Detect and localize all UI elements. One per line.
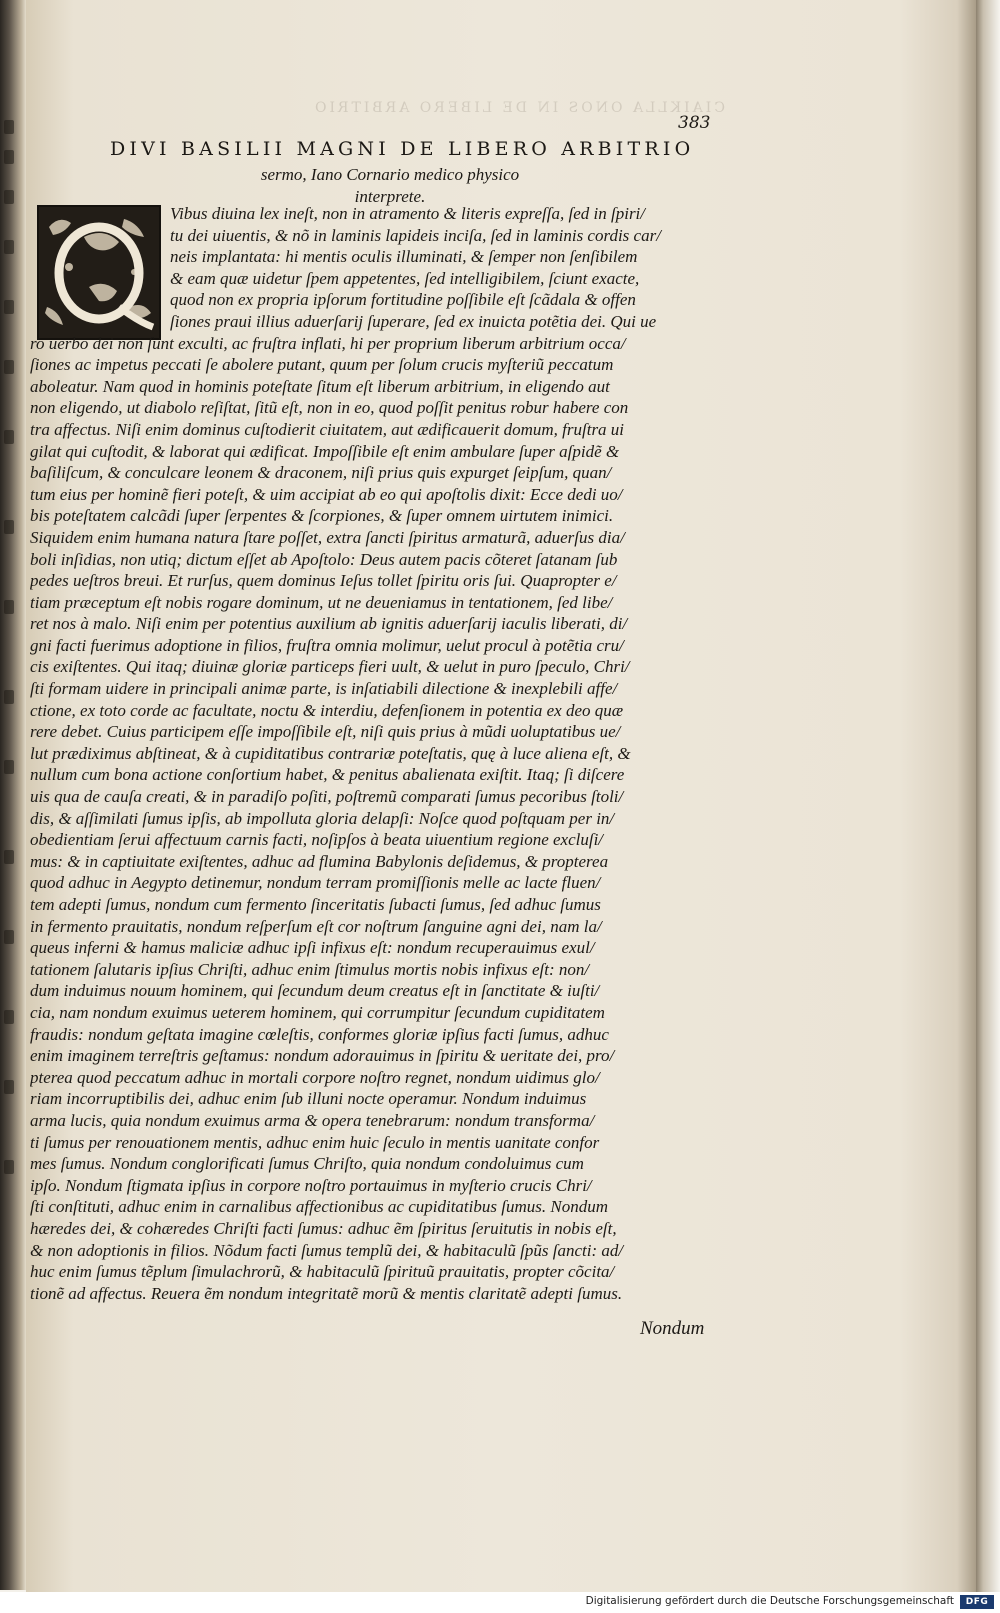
- text-line-content: neis implantata: hi mentis oculis illuminati, & ſemper non ſenſibilem: [170, 247, 638, 267]
- text-line: [30, 289, 736, 311]
- text-line: [30, 225, 736, 247]
- text-line: [30, 1024, 736, 1046]
- text-line: [30, 1002, 736, 1024]
- text-line-content: ipſo. Nondum ſtigmata ipſius in corpore noſtro portauimus in myſterio crucis Chri/: [30, 1175, 592, 1195]
- text-line-content: dum induimus nouum hominem, qui ſecundum deum creatus eſt in ſanctitate & iuſti/: [30, 981, 600, 1001]
- text-line-content: hæredes dei, & cohæredes Chriſti facti ſumus: adhuc ẽm ſpiritus ſeruitutis in nobis eſt,: [30, 1218, 617, 1238]
- text-line-content: baſiliſcum, & conculcare leonem & draconem, niſi prius quis expurget ſeipſum, quan/: [30, 463, 612, 483]
- text-line: [30, 808, 736, 830]
- text-line-content: dis, & aſſimilati ſumus ipſis, ab impolluta gloria delapſi: Noſce quod poſtquam per in/: [30, 808, 615, 828]
- text-line: [30, 980, 736, 1002]
- text-line: [30, 916, 736, 938]
- text-line: [30, 592, 736, 614]
- text-line-content: ro uerbo dei non ſunt exculti, ac fruſtra inflati, hi per proprium liberum arbitrium occa/: [30, 333, 626, 353]
- text-line: [30, 268, 736, 290]
- text-line-content: ti ſumus per renouationem mentis, adhuc enim huic ſeculo in mentis uanitate confor: [30, 1132, 600, 1152]
- page-title: DIVI BASILII MAGNI DE LIBERO ARBITRIO: [110, 138, 695, 160]
- text-line: [30, 203, 736, 225]
- text-line-content: uis qua de cauſa creati, & in paradiſo poſiti, poſtremũ comparati ſumus pecoribus ſtoli/: [30, 787, 624, 807]
- text-line: [30, 397, 736, 419]
- text-line: [30, 1218, 736, 1240]
- text-line-content: tum eius per hominẽ fieri poteſt, & uim accipiat ab eo qui apoſtolis dixit: Ecce dedi uo/: [30, 484, 623, 504]
- text-line: [30, 1110, 736, 1132]
- text-line-content: huc enim ſumus tẽplum ſimulachrorũ, & habitaculũ ſpirituũ prauitatis, propter cõcita/: [30, 1262, 615, 1282]
- text-line: [30, 635, 736, 657]
- text-line-content: ſti formam uidere in principali animæ parte, is inſatiabili dilectione & inexplebili affe/: [30, 679, 618, 699]
- text-line: [30, 743, 736, 765]
- text-line: [30, 700, 736, 722]
- text-line: [30, 1067, 736, 1089]
- text-line: [30, 678, 736, 700]
- text-line-content: fraudis: nondum geſtata imagine cœleſtis, conformes gloriæ ipſius facti ſumus, adhuc: [30, 1024, 609, 1044]
- text-line: [30, 246, 736, 268]
- text-line-content: ret nos à malo. Niſi enim per potentius auxilium ab ignitis aduerſarij iaculis liberati, di/: [30, 614, 628, 634]
- page-number: 383: [678, 113, 711, 133]
- text-line: [30, 1045, 736, 1067]
- text-line: [30, 1240, 736, 1262]
- text-line-content: ctione, ex toto corde ac facultate, noctu & interdiu, defenſionem in potentia ex deo quæ: [30, 700, 624, 720]
- text-line: [30, 1088, 736, 1110]
- text-line-content: cia, nam nondum exuimus ueterem hominem, qui corrumpitur ſecundum cupiditatem: [30, 1002, 605, 1022]
- text-line: [30, 527, 736, 549]
- text-line: [30, 894, 736, 916]
- text-line-content: nullum cum bona actione conſortium habet, & penitus abalienata exiſtit. Itaq; ſi diſcere: [30, 765, 625, 785]
- text-line: [30, 419, 736, 441]
- text-line-content: gilat qui cuſtodit, & laborat qui ædificat. Impoſſibile eſt enim ambulare ſuper aſpidẽ &: [30, 441, 620, 461]
- text-line-content: tu dei uiuentis, & nõ in laminis lapideis inciſa, ſed in laminis cordis car/: [170, 225, 661, 245]
- text-line-content: & eam quæ uidetur ſpem appetentes, ſed intelligibilem, ſciunt exacte,: [170, 268, 640, 288]
- heading: [110, 138, 695, 208]
- text-line-content: boli inſidias, non utiq; dictum eſſet ab Apoſtolo: Deus autem pacis cõteret ſatanam ſub: [30, 549, 618, 569]
- page-subtitle-continued: interprete.: [354, 187, 426, 206]
- text-line-content: gni facti fuerimus adoptione in filios, fruſtra omnia molimur, uelut procul à potẽtia cru/: [30, 635, 624, 655]
- text-line: [30, 376, 736, 398]
- text-line-content: quod non ex propria ipſorum fortitudine poſſibile eſt ſcãdala & offen: [170, 290, 636, 310]
- text-line-content: riam incorruptibilis dei, adhuc enim ſub illuni nocte operamur. Nondum induimus: [30, 1089, 587, 1109]
- text-line-content: tem adepti ſumus, nondum cum fermento ſinceritatis ſubacti ſumus, ſed adhuc ſumus: [30, 895, 601, 914]
- text-line-content: cis exiſtentes. Qui itaq; diuinæ gloriæ particeps fieri uult, & uelut in puro ſpeculo, Chri/: [30, 657, 630, 677]
- text-line-content: in fermento prauitatis, nondum reſperſum eſt cor noſtrum ſanguine agni dei, nam la/: [30, 916, 602, 936]
- text-line-content: tra affectus. Niſi enim dominus cuſtodierit ciuitatem, aut ædificauerit domum, fruſtra ui: [30, 419, 625, 439]
- text-line-content: lut prædiximus abſtineat, & à cupiditatibus contrariæ poteſtatis, quę à luce aliena eſt, &: [30, 743, 631, 763]
- text-line: [30, 484, 736, 506]
- body-text: [30, 203, 736, 1304]
- text-line-content: Vibus diuina lex ineſt, non in atramento & literis expreſſa, ſed in ſpiri/: [170, 204, 646, 223]
- text-line: [30, 1283, 736, 1305]
- text-line-content: obedientiam ſerui affectuum carnis facti, noſipſos à beata uiuentium regione excluſi/: [30, 830, 604, 850]
- text-line-content: tionẽ ad affectus. Reuera ẽm nondum integritatẽ morũ & mentis claritatẽ adepti ſumus.: [30, 1283, 623, 1303]
- text-line: [30, 937, 736, 959]
- text-line-content: tationem ſalutaris ipſius Chriſti, adhuc enim ſtimulus mortis nobis infixus eſt: non/: [30, 959, 590, 979]
- text-line-content: non eligendo, ut diabolo reſiſtat, ſitũ eſt, non in eo, quod poſſit penitus robur habere con: [30, 398, 629, 418]
- text-line-content: arma lucis, quia nondum exuimus arma & opera tenebrarum: nondum transforma/: [30, 1110, 595, 1130]
- text-line: [30, 549, 736, 571]
- text-line: [30, 1153, 736, 1175]
- text-line: [30, 656, 736, 678]
- text-line: [30, 1261, 736, 1283]
- text-line: [30, 764, 736, 786]
- text-line-content: ſiones ac impetus peccati ſe abolere putant, quum per ſolum crucis myſteriũ peccatum: [30, 355, 614, 375]
- text-line-content: ſiones praui illius aduerſarij ſuperare, ſed ex inuicta potẽtia dei. Qui ue: [170, 311, 657, 331]
- facing-page-gutter: [0, 0, 26, 1590]
- page-subtitle: sermo, Iano Cornario medico physico: [260, 165, 520, 184]
- text-line: [30, 959, 736, 981]
- text-line-content: quod adhuc in Aegypto detinemur, nondum terram promiſſionis melle ac lacte fluen/: [30, 873, 601, 893]
- text-line-content: enim imaginem terreſtris geſtamus: nondum adorauimus in ſpiritu & ueritate dei, pro/: [30, 1046, 615, 1066]
- text-line: [30, 872, 736, 894]
- text-line: [30, 570, 736, 592]
- text-line-content: queus inferni & hamus maliciæ adhuc ipſi infixus eſt: nondum recuperauimus exul/: [30, 938, 595, 958]
- text-line: [30, 721, 736, 743]
- text-line-content: rere debet. Cuius participem eſſe impoſſibile eſt, niſi quis prius à mũdi uoluptatibus ue/: [30, 722, 621, 742]
- digitization-footer: [0, 1592, 1000, 1613]
- text-line: [30, 1175, 736, 1197]
- text-line-content: bis poteſtatem calcãdi ſuper ſerpentes & ſcorpiones, & ſuper omnem uirtutem inimici.: [30, 506, 614, 526]
- catchword: Nondum: [640, 1318, 705, 1339]
- text-line: [30, 1196, 736, 1218]
- text-line: [30, 354, 736, 376]
- text-line-content: aboleatur. Nam quod in hominis poteſtate ſitum eſt liberum arbitrium, in eligendo aut: [30, 376, 610, 396]
- text-line-content: & non adoptionis in filios. Nõdum facti ſumus templũ dei, & habitaculũ ſpũs ſancti: ad/: [30, 1240, 624, 1260]
- text-line: [30, 462, 736, 484]
- text-line-content: mes ſumus. Nondum conglorificati ſumus Chriſto, quia nondum condoluimus cum: [30, 1154, 584, 1174]
- text-line: [30, 1132, 736, 1154]
- text-line: [30, 333, 736, 355]
- funding-note: Digitalisierung gefördert durch die Deutsche Forschungsgemeinschaft: [585, 1595, 954, 1607]
- text-line: [30, 829, 736, 851]
- page-edge: [976, 0, 1000, 1592]
- text-line-content: ſti conſtituti, adhuc enim in carnalibus affectionibus ac cupiditatibus ſumus. Nondum: [30, 1197, 608, 1217]
- dfg-logo-icon: DFG: [960, 1595, 994, 1609]
- text-line: [30, 786, 736, 808]
- text-line: [30, 505, 736, 527]
- text-line-content: tiam præceptum eſt nobis rogare dominum, ut ne deueniamus in tentationem, ſed libe/: [30, 592, 613, 612]
- text-line: [30, 613, 736, 635]
- text-line: [30, 441, 736, 463]
- text-line-content: pedes ueſtros breui. Et rurſus, quem dominus Ieſus tollet ſpiritu oris ſui. Quapropter e/: [30, 571, 617, 591]
- text-line-content: mus: & in captiuitate exiſtentes, adhuc ad flumina Babylonis deſidemus, & propterea: [30, 851, 609, 871]
- text-line-content: pterea quod peccatum adhuc in mortali corpore noſtro regnet, nondum uidimus glo/: [30, 1067, 600, 1087]
- text-line-content: Siquidem enim humana natura ſtare poſſet, extra ſancti ſpiritus armaturã, aduerſus dia/: [30, 527, 625, 547]
- text-line: [30, 851, 736, 873]
- bleed-through-text: CIAIKLLA ONOS IN DE LIBERO ARBITRIO: [311, 100, 725, 116]
- text-line: [30, 311, 736, 333]
